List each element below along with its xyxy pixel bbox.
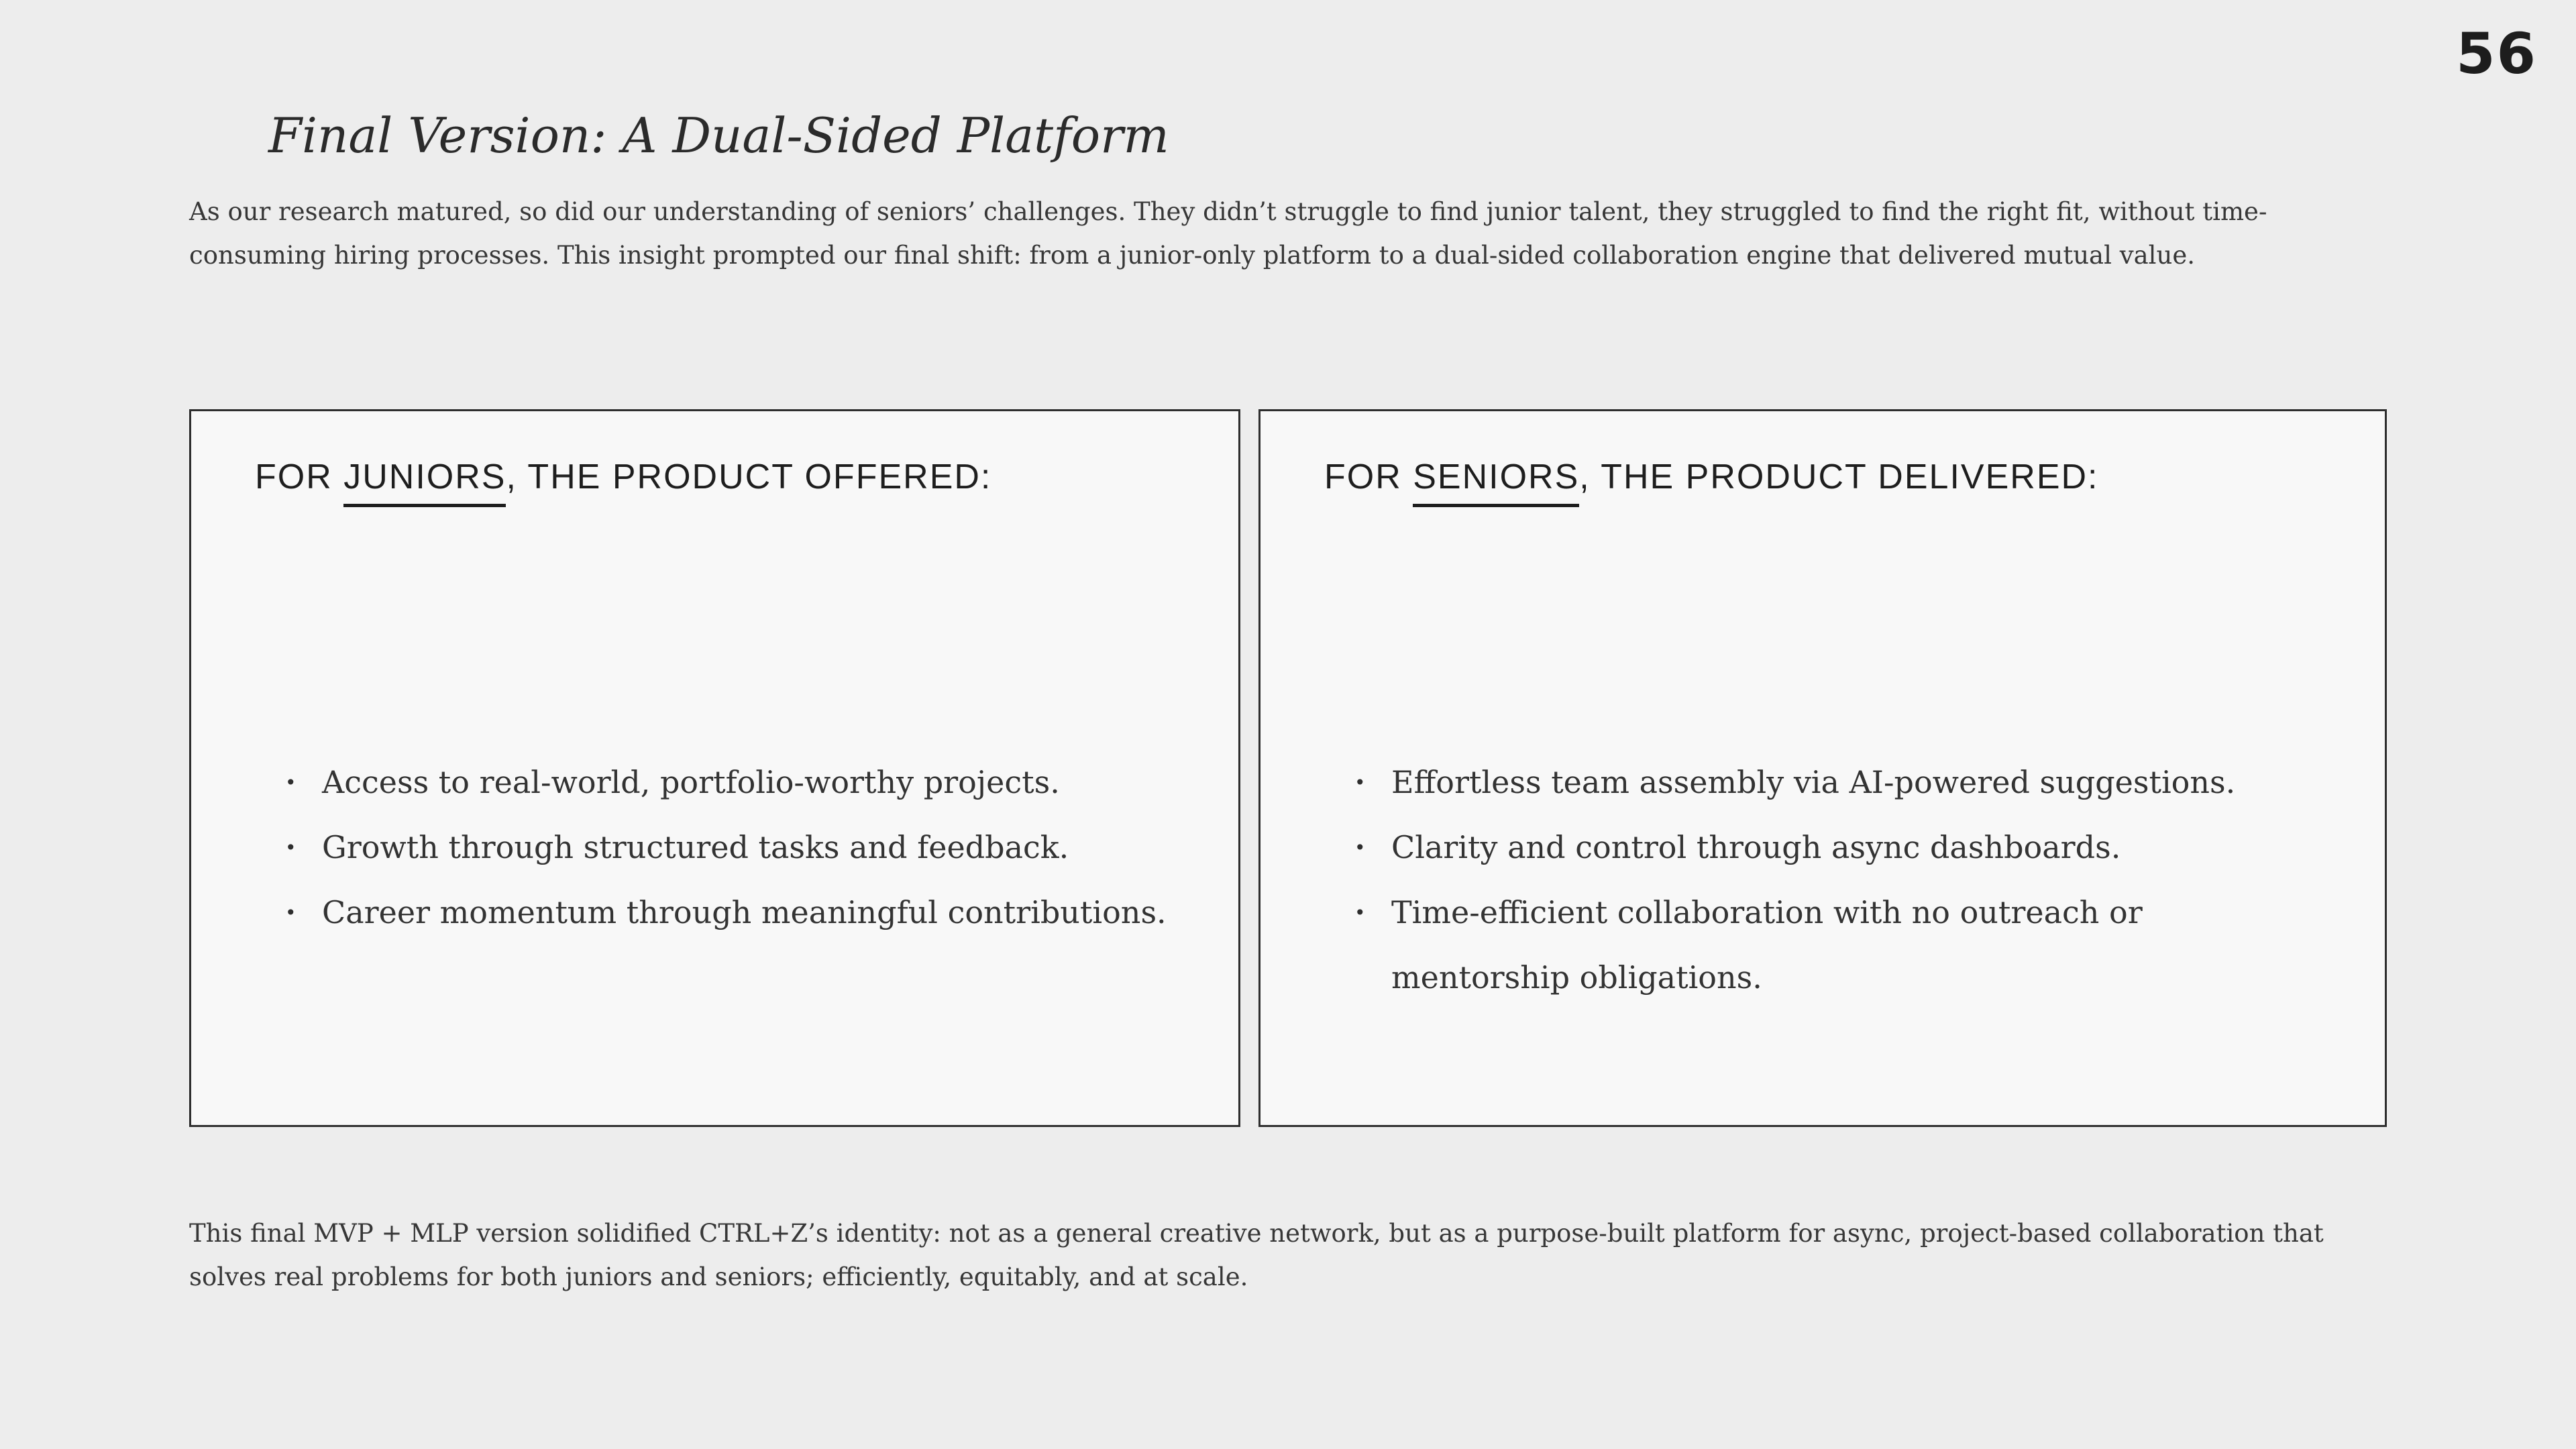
- list-item: [285, 815, 1178, 880]
- heading-suffix: , THE PRODUCT DELIVERED:: [1579, 458, 2099, 496]
- heading-suffix: , THE PRODUCT OFFERED:: [506, 458, 992, 496]
- juniors-panel-heading: [255, 455, 1212, 507]
- list-item: [1354, 815, 2324, 880]
- bullet-text: Access to real-world, portfolio-worthy projects.: [322, 764, 1060, 800]
- heading-prefix: FOR: [255, 458, 344, 496]
- list-item: [285, 750, 1178, 815]
- bullet-text: Clarity and control through async dashboards.: [1391, 829, 2121, 865]
- seniors-panel: [1258, 409, 2387, 1127]
- intro-paragraph: As our research matured, so did our understanding of seniors’ challenges. They didn’t struggle to find junior talent, they struggled to find the right fit, without time-consuming hiring processes. This insight prompted our final shift: from a junior-only platform to a dual-sided collaboration engine that delivered mutual value.: [189, 197, 2267, 270]
- bullet-text: Effortless team assembly via AI-powered suggestions.: [1391, 764, 2236, 800]
- seniors-bullet-list: [1354, 750, 2324, 1010]
- bullet-icon: •: [1354, 771, 1366, 794]
- bullet-icon: •: [1354, 902, 1366, 924]
- bullet-icon: •: [285, 837, 297, 859]
- bullet-icon: •: [1354, 837, 1366, 859]
- juniors-bullet-list: [285, 750, 1178, 945]
- heading-keyword-juniors: JUNIORS: [343, 455, 506, 507]
- bullet-icon: •: [285, 771, 297, 794]
- panels-row: [189, 409, 2387, 1127]
- seniors-panel-heading: [1324, 455, 2358, 507]
- bullet-text: Time-efficient collaboration with no outreach or mentorship obligations.: [1391, 894, 2143, 996]
- page-number: 56: [2456, 21, 2537, 87]
- juniors-panel: [189, 409, 1240, 1127]
- page-title: Final Version: A Dual-Sided Platform: [268, 107, 1169, 164]
- outro-paragraph: This final MVP + MLP version solidified CTRL+Z’s identity: not as a general creative network, but as a purpose-built platform for async, project-based collaboration that solves real problems for both juniors and seniors; efficiently, equitably, and at scale.: [189, 1219, 2324, 1291]
- bullet-icon: •: [285, 902, 297, 924]
- list-item: [285, 880, 1178, 945]
- list-item: [1354, 750, 2324, 815]
- bullet-text: Growth through structured tasks and feedback.: [322, 829, 1069, 865]
- list-item: [1354, 880, 2324, 1010]
- bullet-text: Career momentum through meaningful contributions.: [322, 894, 1167, 930]
- heading-prefix: FOR: [1324, 458, 1413, 496]
- heading-keyword-seniors: SENIORS: [1413, 455, 1579, 507]
